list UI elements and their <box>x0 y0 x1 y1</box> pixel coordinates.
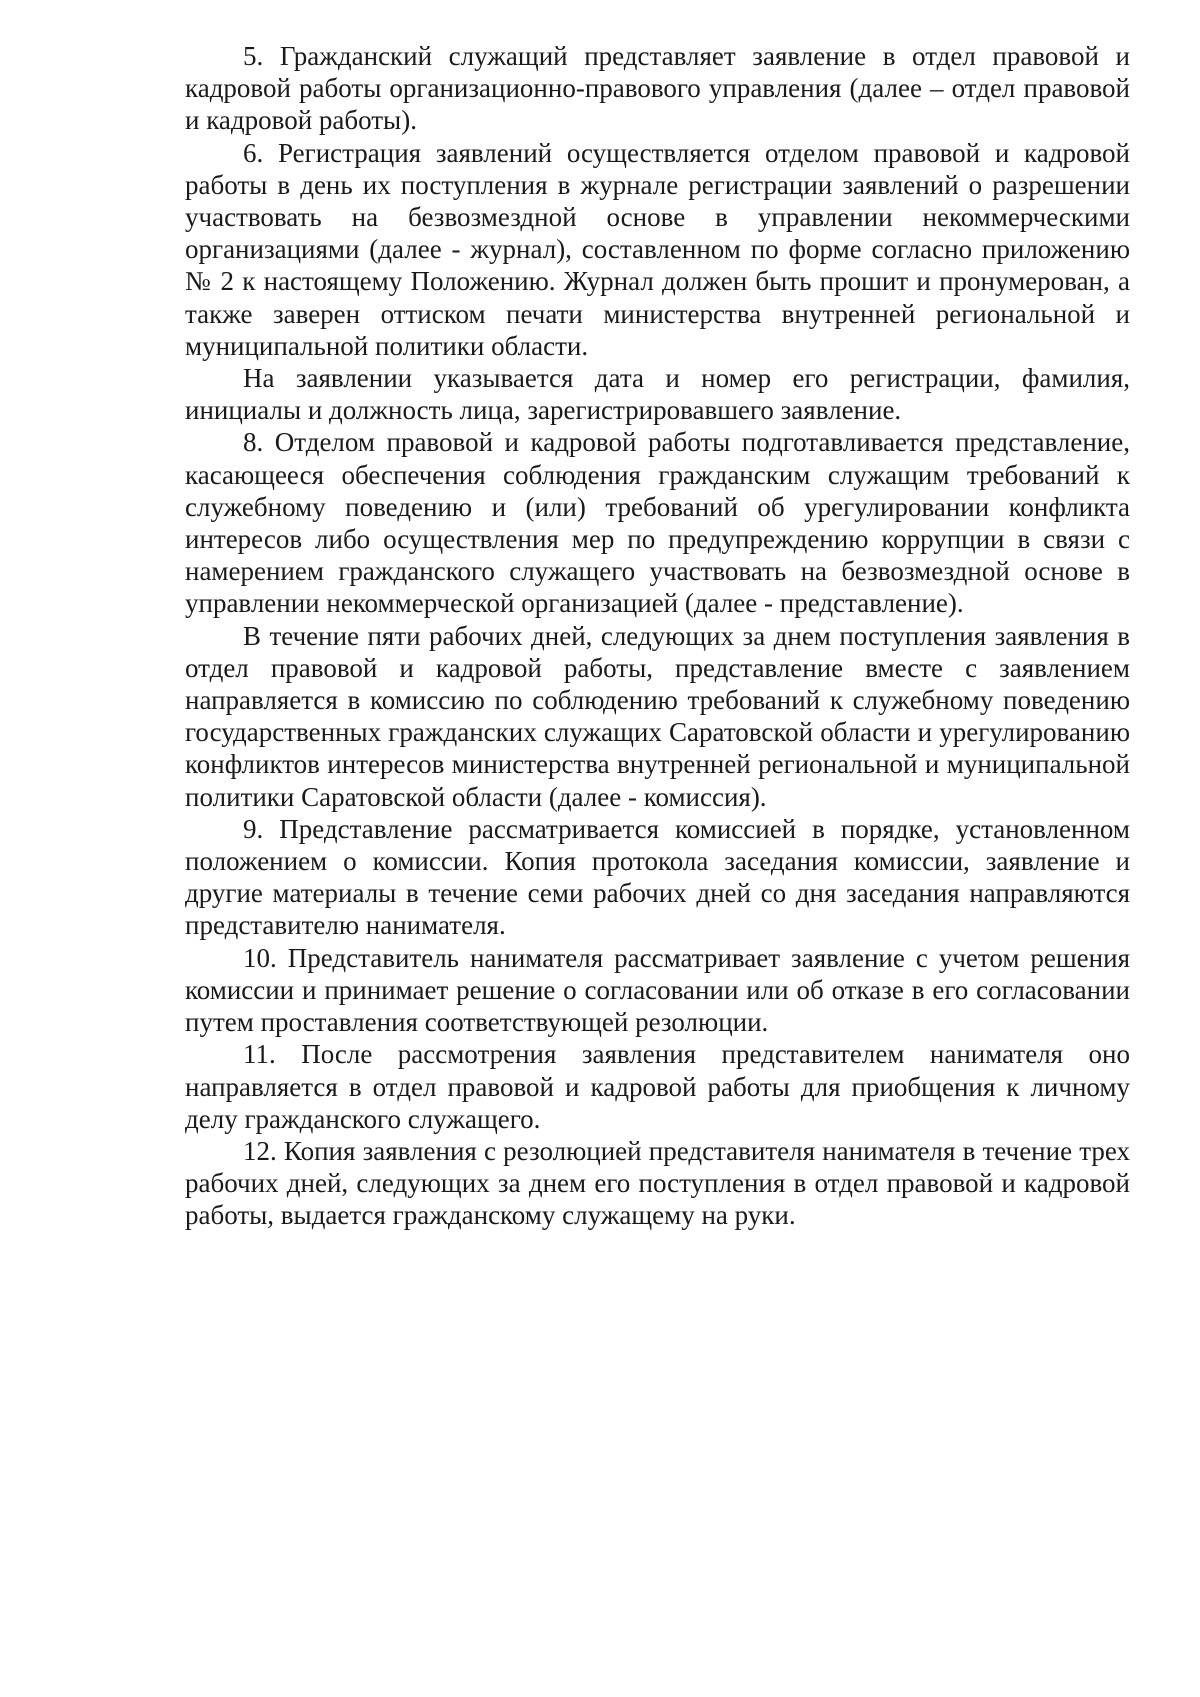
paragraph-commission-referral: В течение пяти рабочих дней, следующих за днем поступления заявления в отдел правовой и кадровой работы, представление вместе с заявлением направляется в комиссию по соблюдению требований к служебному поведению государственных гражданских служащих Саратовской области и урегулированию конфликтов интересов министерства внутренней региональной и муниципальной политики Саратовской области (далее - комиссия). <box>185 620 1130 812</box>
paragraph-6: 6. Регистрация заявлений осуществляется отделом правовой и кадровой работы в день их поступления в журнале регистрации заявлений о разрешении участвовать на безвозмездной основе в управлении некоммерческими организациями (далее - журнал), составленном по форме согласно приложению № 2 к настоящему Положению. Журнал должен быть прошит и пронумерован, а также заверен оттиском печати министерства внутренней региональной и муниципальной политики области. <box>185 137 1130 361</box>
paragraph-5: 5. Гражданский служащий представляет заявление в отдел правовой и кадровой работы организационно-правового управления (далее – отдел правовой и кадровой работы). <box>185 41 1130 136</box>
paragraph-10: 10. Представитель нанимателя рассматривает заявление с учетом решения комиссии и принимает решение о согласовании или об отказе в его согласовании путем проставления соответствующей резолюции. <box>185 942 1130 1038</box>
paragraph-12: 12. Копия заявления с резолюцией представителя нанимателя в течение трех рабочих дней, следующих за днем его поступления в отдел правовой и кадровой работы, выдается гражданскому служащему на руки. <box>185 1135 1130 1231</box>
paragraph-11: 11. После рассмотрения заявления представителем нанимателя оно направляется в отдел правовой и кадровой работы для приобщения к личному делу гражданского служащего. <box>185 1039 1130 1134</box>
paragraph-registration-note: На заявлении указывается дата и номер его регистрации, фамилия, инициалы и должность лица, зарегистрировавшего заявление. <box>185 363 1130 426</box>
paragraph-8: 8. Отделом правовой и кадровой работы подготавливается представление, касающееся обеспечения соблюдения гражданским служащим требований к служебному поведению и (или) требований об урегулировании конфликта интересов либо осуществления мер по предупреждению коррупции в связи с намерением гражданского служащего участвовать на безвозмездной основе в управлении некоммерческой организацией (далее - представление). <box>185 427 1130 619</box>
document-body <box>185 40 1130 1232</box>
paragraph-9: 9. Представление рассматривается комиссией в порядке, установленном положением о комиссии. Копия протокола заседания комиссии, заявление и другие материалы в течение семи рабочих дней со дня заседания направляются представителю нанимателя. <box>185 813 1130 941</box>
